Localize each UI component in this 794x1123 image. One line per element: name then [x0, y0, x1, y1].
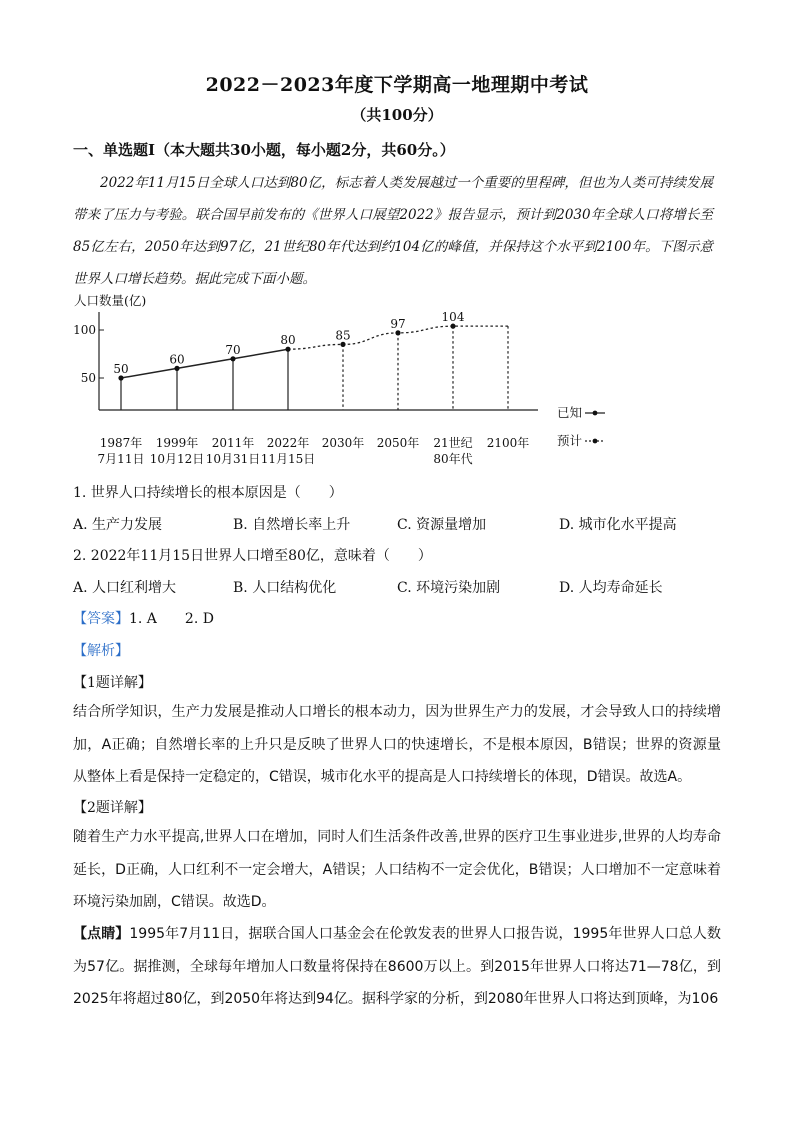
exam-total-score: （共100分）: [351, 106, 443, 124]
data-label-1: 60: [169, 352, 185, 367]
q1-option-a[interactable]: A. 生产力发展: [73, 517, 163, 533]
data-label-4: 85: [335, 328, 351, 343]
q1-option-d[interactable]: D. 城市化水平提高: [559, 517, 677, 533]
data-point-2: [230, 356, 235, 361]
analysis-line: [73, 640, 129, 660]
x-tick-label-4: 2030年: [321, 436, 365, 450]
x-tick-label-1-line2: 10月12日: [149, 452, 205, 466]
series-line-0: [121, 349, 288, 378]
data-point-1: [174, 366, 179, 371]
detail2-text: 随着生产力水平提高,世界人口在增加，同时人们生活条件改善,世界的医疗卫生事业进步,世界的人均寿命延长，D正确，人口红利不一定会增大，A错误；人口结构不一定会优化，B错误；人口增加不一定意味着环境污染加剧，C错误。故选D。: [73, 829, 721, 910]
x-tick-label-3-line2: 11月15日: [260, 452, 316, 466]
y-tick-label-50: 50: [80, 371, 96, 385]
legend-label-0: 已知: [557, 405, 583, 420]
section-heading: 一、单选题Ⅰ（本大题共30小题，每小题2分，共60分。）: [73, 141, 455, 159]
question-1-stem: 1. 世界人口持续增长的根本原因是（ ）: [73, 485, 343, 501]
x-tick-label-2: 2011年: [211, 436, 255, 450]
data-label-2: 70: [225, 342, 241, 357]
detail2-heading: [73, 797, 152, 817]
x-tick-label-3: 2022年: [266, 436, 310, 450]
x-tick-label-0: 1987年: [99, 436, 143, 450]
detail2-tag: 【2题详解】: [73, 800, 152, 816]
q2-option-b[interactable]: B. 人口结构优化: [233, 580, 337, 596]
legend-marker-0: [593, 411, 598, 416]
passage-text: 2022年11月15日全球人口达到80亿，标志着人类发展越过一个重要的里程碑，但也为人类可持续发展带来了压力与考验。联合国早前发布的《世界人口展望2022》报告显示，预计到2030年全球人口将增长至85亿左右，2050年达到97亿，21世纪80年代达到约104亿的峰值，并保持这个水平到2100年。下图示意世界人口增长趋势。据此完成下面小题。: [73, 175, 713, 287]
x-tick-label-1: 1999年: [155, 436, 199, 450]
detail1-heading: [73, 672, 152, 692]
data-point-0: [118, 375, 123, 380]
y-axis-label: 人口数量(亿): [74, 293, 147, 308]
legend-label-1: 预计: [557, 433, 583, 448]
tip-text: 1995年7月11日，据联合国人口基金会在伦敦发表的世界人口报告说，1995年世界人口总人数为57亿。据推测，全球每年增加人口数量将保持在8600万以上。到2015年世界人口将达71—78亿，到2025年将超过80亿，到2050年将达到94亿。据科学家的分析，到2080年世界人口将达到顶峰，为106: [73, 926, 722, 1007]
data-point-5: [395, 330, 400, 335]
detail2-body: [73, 821, 721, 919]
data-point-3: [285, 347, 290, 352]
q1-option-c[interactable]: C. 资源量增加: [397, 517, 487, 533]
tip-body: [73, 918, 721, 1016]
detail1-tag: 【1题详解】: [73, 675, 152, 691]
exam-title: 2022－2023年度下学期高一地理期中考试: [205, 74, 589, 96]
x-tick-label-7: 2100年: [486, 436, 530, 450]
data-label-3: 80: [280, 333, 296, 348]
answer-line: [73, 608, 214, 628]
y-tick-label-100: 100: [73, 323, 96, 337]
data-label-5: 97: [390, 316, 406, 331]
detail1-text: 结合所学知识，生产力发展是推动人口增长的根本动力，因为世界生产力的发展，才会导致人口的持续增加，A正确；自然增长率的上升只是反映了世界人口的快速增长，不是根本原因，B错误；世界的资源量从整体上看是保持一定稳定的，C错误，城市化水平的提高是人口持续增长的体现，D错误。故选A。: [73, 704, 721, 785]
tip-tag: 【点睛】: [73, 926, 130, 942]
question-2-stem: 2. 2022年11月15日世界人口增至80亿，意味着（ ）: [73, 548, 432, 564]
reading-passage: [73, 167, 713, 295]
q1-option-b[interactable]: B. 自然增长率上升: [233, 517, 351, 533]
x-tick-label-6: 21世纪: [433, 436, 473, 450]
data-point-4: [340, 342, 345, 347]
detail1-body: [73, 696, 721, 794]
x-tick-label-5: 2050年: [376, 436, 420, 450]
q2-option-a[interactable]: A. 人口红利增大: [73, 580, 177, 596]
analysis-tag: 【解析】: [73, 643, 129, 659]
q2-option-d[interactable]: D. 人均寿命延长: [559, 580, 663, 596]
data-point-6: [450, 324, 455, 329]
x-tick-label-0-line2: 7月11日: [97, 452, 145, 466]
legend-marker-1: [593, 439, 598, 444]
answer-tag: 【答案】: [73, 611, 129, 627]
data-label-6: 104: [441, 310, 465, 325]
x-tick-label-6-line2: 80年代: [433, 452, 473, 466]
q2-option-c[interactable]: C. 环境污染加剧: [397, 580, 501, 596]
x-tick-label-2-line2: 10月31日: [205, 452, 261, 466]
population-growth-chart: [72, 290, 672, 470]
answer-text: 1. A 2. D: [129, 611, 214, 627]
data-label-0: 50: [113, 362, 129, 376]
